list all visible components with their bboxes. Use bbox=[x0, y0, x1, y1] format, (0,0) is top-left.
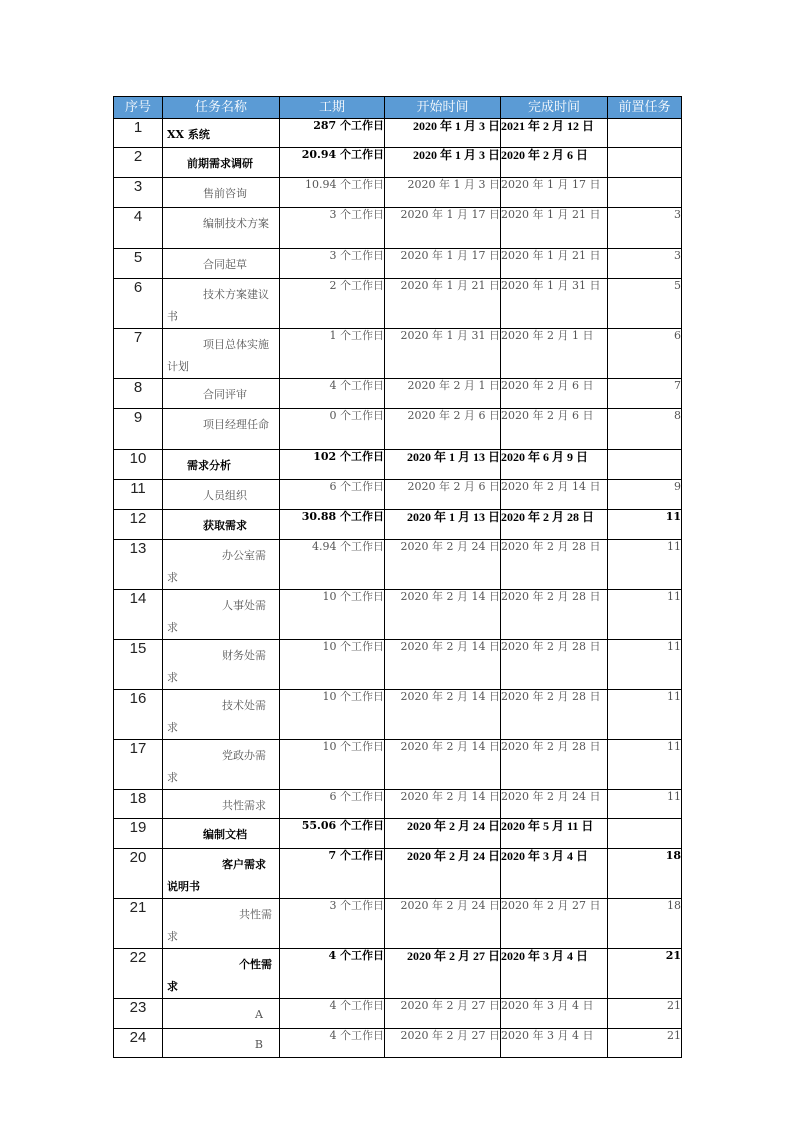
start-time-cell: 2020 年 1 月 13 日 bbox=[385, 510, 501, 540]
task-name-text: 共性需求 bbox=[222, 799, 266, 812]
task-name-cell bbox=[163, 329, 280, 379]
seq-cell: 11 bbox=[114, 480, 163, 510]
finish-time-cell: 2020 年 2 月 28 日 bbox=[501, 640, 608, 690]
finish-time-cell: 2020 年 2 月 6 日 bbox=[501, 148, 608, 178]
finish-time-cell: 2020 年 3 月 4 日 bbox=[501, 949, 608, 999]
task-name-text: 需求分析 bbox=[187, 459, 231, 472]
task-name-cell bbox=[163, 740, 280, 790]
task-name-cell bbox=[163, 208, 280, 249]
task-name-text: 项目经理任命 bbox=[203, 418, 269, 431]
predecessor-cell bbox=[608, 819, 682, 849]
predecessor-cell bbox=[608, 450, 682, 480]
predecessor-cell: 11 bbox=[608, 540, 682, 590]
seq-cell: 20 bbox=[114, 849, 163, 899]
duration-cell: 3 个工作日 bbox=[280, 899, 385, 949]
task-name-cell bbox=[163, 510, 280, 540]
task-name-cell bbox=[163, 178, 280, 208]
start-time-cell: 2020 年 2 月 14 日 bbox=[385, 790, 501, 819]
task-name-cell bbox=[163, 790, 280, 819]
seq-cell: 7 bbox=[114, 329, 163, 379]
start-time-cell: 2020 年 2 月 14 日 bbox=[385, 690, 501, 740]
predecessor-cell: 11 bbox=[608, 690, 682, 740]
task-name-text: 编制文档 bbox=[203, 828, 247, 841]
seq-cell: 15 bbox=[114, 640, 163, 690]
task-name-cell bbox=[163, 279, 280, 329]
table-row bbox=[114, 279, 682, 329]
finish-time-cell: 2020 年 2 月 28 日 bbox=[501, 510, 608, 540]
task-name-text: 人事处需求 bbox=[167, 599, 266, 634]
task-name-text: 党政办需求 bbox=[167, 749, 266, 784]
task-name-cell bbox=[163, 999, 280, 1029]
task-name-cell bbox=[163, 409, 280, 450]
table-row bbox=[114, 999, 682, 1029]
task-name-text: 技术处需求 bbox=[167, 699, 266, 734]
task-name-text: 客户需求说明书 bbox=[167, 858, 266, 893]
predecessor-cell: 7 bbox=[608, 379, 682, 409]
task-name-cell bbox=[163, 819, 280, 849]
finish-time-cell: 2020 年 3 月 4 日 bbox=[501, 1029, 608, 1058]
finish-time-cell: 2020 年 2 月 6 日 bbox=[501, 379, 608, 409]
task-name-text: 编制技术方案 bbox=[203, 217, 269, 230]
table-row bbox=[114, 690, 682, 740]
finish-time-cell: 2020 年 2 月 28 日 bbox=[501, 540, 608, 590]
start-time-cell: 2020 年 2 月 24 日 bbox=[385, 849, 501, 899]
start-time-cell: 2020 年 2 月 24 日 bbox=[385, 819, 501, 849]
task-name-cell bbox=[163, 690, 280, 740]
duration-cell: 10 个工作日 bbox=[280, 740, 385, 790]
header-task-name: 任务名称 bbox=[163, 97, 280, 119]
seq-cell: 4 bbox=[114, 208, 163, 249]
start-time-cell: 2020 年 2 月 6 日 bbox=[385, 409, 501, 450]
task-name-text: B bbox=[254, 1038, 263, 1051]
task-name-text: 个性需求 bbox=[167, 958, 272, 993]
finish-time-cell: 2020 年 1 月 21 日 bbox=[501, 249, 608, 279]
finish-time-cell: 2020 年 1 月 21 日 bbox=[501, 208, 608, 249]
finish-time-cell: 2020 年 2 月 6 日 bbox=[501, 409, 608, 450]
task-name-cell bbox=[163, 849, 280, 899]
header-finish-time: 完成时间 bbox=[501, 97, 608, 119]
table-row bbox=[114, 409, 682, 450]
seq-cell: 23 bbox=[114, 999, 163, 1029]
seq-cell: 9 bbox=[114, 409, 163, 450]
task-name-text: 合同起草 bbox=[203, 258, 247, 271]
task-name-text: 合同评审 bbox=[203, 388, 247, 401]
finish-time-cell: 2020 年 2 月 14 日 bbox=[501, 480, 608, 510]
start-time-cell: 2020 年 1 月 21 日 bbox=[385, 279, 501, 329]
task-name-cell bbox=[163, 119, 280, 148]
table-row bbox=[114, 379, 682, 409]
table-row bbox=[114, 849, 682, 899]
start-time-cell: 2020 年 2 月 6 日 bbox=[385, 480, 501, 510]
start-time-cell: 2020 年 1 月 17 日 bbox=[385, 249, 501, 279]
seq-cell: 12 bbox=[114, 510, 163, 540]
duration-cell: 1 个工作日 bbox=[280, 329, 385, 379]
finish-time-cell: 2020 年 2 月 28 日 bbox=[501, 740, 608, 790]
seq-cell: 1 bbox=[114, 119, 163, 148]
start-time-cell: 2020 年 1 月 3 日 bbox=[385, 148, 501, 178]
start-time-cell: 2020 年 2 月 24 日 bbox=[385, 540, 501, 590]
predecessor-cell bbox=[608, 148, 682, 178]
seq-cell: 19 bbox=[114, 819, 163, 849]
task-name-cell bbox=[163, 450, 280, 480]
schedule-table bbox=[113, 96, 682, 1058]
seq-cell: 2 bbox=[114, 148, 163, 178]
table-row bbox=[114, 590, 682, 640]
start-time-cell: 2020 年 1 月 3 日 bbox=[385, 178, 501, 208]
task-name-text: 办公室需求 bbox=[167, 549, 266, 584]
predecessor-cell bbox=[608, 178, 682, 208]
table-row bbox=[114, 899, 682, 949]
duration-cell: 4 个工作日 bbox=[280, 949, 385, 999]
start-time-cell: 2020 年 2 月 27 日 bbox=[385, 949, 501, 999]
table-body bbox=[114, 119, 682, 1058]
seq-cell: 24 bbox=[114, 1029, 163, 1058]
task-name-cell bbox=[163, 480, 280, 510]
predecessor-cell: 18 bbox=[608, 899, 682, 949]
seq-cell: 10 bbox=[114, 450, 163, 480]
task-name-text: 人员组织 bbox=[203, 489, 247, 502]
header-duration: 工期 bbox=[280, 97, 385, 119]
duration-cell: 30.88 个工作日 bbox=[280, 510, 385, 540]
finish-time-cell: 2020 年 2 月 27 日 bbox=[501, 899, 608, 949]
finish-time-cell: 2020 年 2 月 28 日 bbox=[501, 590, 608, 640]
table-row bbox=[114, 949, 682, 999]
table-row bbox=[114, 540, 682, 590]
duration-cell: 4 个工作日 bbox=[280, 379, 385, 409]
finish-time-cell: 2020 年 1 月 31 日 bbox=[501, 279, 608, 329]
duration-cell: 3 个工作日 bbox=[280, 208, 385, 249]
predecessor-cell: 5 bbox=[608, 279, 682, 329]
start-time-cell: 2020 年 2 月 27 日 bbox=[385, 1029, 501, 1058]
duration-cell: 10 个工作日 bbox=[280, 640, 385, 690]
task-name-text: 共性需求 bbox=[167, 908, 272, 943]
predecessor-cell: 3 bbox=[608, 249, 682, 279]
duration-cell: 4 个工作日 bbox=[280, 999, 385, 1029]
duration-cell: 287 个工作日 bbox=[280, 119, 385, 148]
predecessor-cell: 3 bbox=[608, 208, 682, 249]
task-name-cell bbox=[163, 899, 280, 949]
table-row bbox=[114, 819, 682, 849]
seq-cell: 21 bbox=[114, 899, 163, 949]
seq-cell: 18 bbox=[114, 790, 163, 819]
task-name-cell bbox=[163, 379, 280, 409]
duration-cell: 2 个工作日 bbox=[280, 279, 385, 329]
task-name-text: 财务处需求 bbox=[167, 649, 266, 684]
seq-cell: 16 bbox=[114, 690, 163, 740]
task-name-text: 项目总体实施计划 bbox=[167, 338, 269, 373]
predecessor-cell: 11 bbox=[608, 790, 682, 819]
predecessor-cell: 18 bbox=[608, 849, 682, 899]
seq-cell: 14 bbox=[114, 590, 163, 640]
predecessor-cell: 11 bbox=[608, 510, 682, 540]
duration-cell: 0 个工作日 bbox=[280, 409, 385, 450]
seq-cell: 6 bbox=[114, 279, 163, 329]
predecessor-cell bbox=[608, 119, 682, 148]
header-predecessor: 前置任务 bbox=[608, 97, 682, 119]
task-name-cell bbox=[163, 540, 280, 590]
finish-time-cell: 2020 年 6 月 9 日 bbox=[501, 450, 608, 480]
start-time-cell: 2020 年 2 月 24 日 bbox=[385, 899, 501, 949]
predecessor-cell: 8 bbox=[608, 409, 682, 450]
start-time-cell: 2020 年 1 月 3 日 bbox=[385, 119, 501, 148]
header-seq: 序号 bbox=[114, 97, 163, 119]
predecessor-cell: 6 bbox=[608, 329, 682, 379]
table-row bbox=[114, 480, 682, 510]
start-time-cell: 2020 年 2 月 14 日 bbox=[385, 740, 501, 790]
start-time-cell: 2020 年 2 月 27 日 bbox=[385, 999, 501, 1029]
seq-cell: 17 bbox=[114, 740, 163, 790]
duration-cell: 20.94 个工作日 bbox=[280, 148, 385, 178]
header-row bbox=[114, 97, 682, 119]
duration-cell: 10.94 个工作日 bbox=[280, 178, 385, 208]
seq-cell: 22 bbox=[114, 949, 163, 999]
header-start-time: 开始时间 bbox=[385, 97, 501, 119]
start-time-cell: 2020 年 2 月 14 日 bbox=[385, 590, 501, 640]
duration-cell: 55.06 个工作日 bbox=[280, 819, 385, 849]
task-name-text: 技术方案建议书 bbox=[167, 288, 269, 323]
duration-cell: 4.94 个工作日 bbox=[280, 540, 385, 590]
seq-cell: 13 bbox=[114, 540, 163, 590]
finish-time-cell: 2020 年 3 月 4 日 bbox=[501, 849, 608, 899]
duration-cell: 3 个工作日 bbox=[280, 249, 385, 279]
task-name-cell bbox=[163, 148, 280, 178]
task-name-cell bbox=[163, 249, 280, 279]
table-row bbox=[114, 450, 682, 480]
table-row bbox=[114, 1029, 682, 1058]
duration-cell: 10 个工作日 bbox=[280, 690, 385, 740]
table-row bbox=[114, 640, 682, 690]
table-row bbox=[114, 329, 682, 379]
predecessor-cell: 21 bbox=[608, 999, 682, 1029]
predecessor-cell: 21 bbox=[608, 1029, 682, 1058]
start-time-cell: 2020 年 1 月 17 日 bbox=[385, 208, 501, 249]
table-row bbox=[114, 148, 682, 178]
table-row bbox=[114, 249, 682, 279]
predecessor-cell: 9 bbox=[608, 480, 682, 510]
table-row bbox=[114, 119, 682, 148]
duration-cell: 10 个工作日 bbox=[280, 590, 385, 640]
finish-time-cell: 2020 年 1 月 17 日 bbox=[501, 178, 608, 208]
table-row bbox=[114, 178, 682, 208]
task-name-text: 售前咨询 bbox=[203, 187, 247, 200]
seq-cell: 8 bbox=[114, 379, 163, 409]
duration-cell: 7 个工作日 bbox=[280, 849, 385, 899]
finish-time-cell: 2020 年 2 月 1 日 bbox=[501, 329, 608, 379]
task-name-text: 获取需求 bbox=[203, 519, 247, 532]
finish-time-cell: 2021 年 2 月 12 日 bbox=[501, 119, 608, 148]
predecessor-cell: 11 bbox=[608, 640, 682, 690]
task-name-cell bbox=[163, 590, 280, 640]
finish-time-cell: 2020 年 2 月 24 日 bbox=[501, 790, 608, 819]
predecessor-cell: 11 bbox=[608, 740, 682, 790]
table-row bbox=[114, 790, 682, 819]
duration-cell: 102 个工作日 bbox=[280, 450, 385, 480]
finish-time-cell: 2020 年 5 月 11 日 bbox=[501, 819, 608, 849]
table-row bbox=[114, 510, 682, 540]
start-time-cell: 2020 年 2 月 14 日 bbox=[385, 640, 501, 690]
task-name-text: 前期需求调研 bbox=[187, 157, 253, 170]
start-time-cell: 2020 年 1 月 13 日 bbox=[385, 450, 501, 480]
task-name-cell bbox=[163, 949, 280, 999]
task-name-cell bbox=[163, 1029, 280, 1058]
table-row bbox=[114, 740, 682, 790]
seq-cell: 3 bbox=[114, 178, 163, 208]
duration-cell: 6 个工作日 bbox=[280, 480, 385, 510]
duration-cell: 6 个工作日 bbox=[280, 790, 385, 819]
task-name-cell bbox=[163, 640, 280, 690]
finish-time-cell: 2020 年 3 月 4 日 bbox=[501, 999, 608, 1029]
finish-time-cell: 2020 年 2 月 28 日 bbox=[501, 690, 608, 740]
start-time-cell: 2020 年 1 月 31 日 bbox=[385, 329, 501, 379]
task-name-text: A bbox=[255, 1008, 263, 1021]
duration-cell: 4 个工作日 bbox=[280, 1029, 385, 1058]
predecessor-cell: 21 bbox=[608, 949, 682, 999]
predecessor-cell: 11 bbox=[608, 590, 682, 640]
task-name-text: XX 系统 bbox=[167, 128, 210, 141]
start-time-cell: 2020 年 2 月 1 日 bbox=[385, 379, 501, 409]
table-row bbox=[114, 208, 682, 249]
seq-cell: 5 bbox=[114, 249, 163, 279]
